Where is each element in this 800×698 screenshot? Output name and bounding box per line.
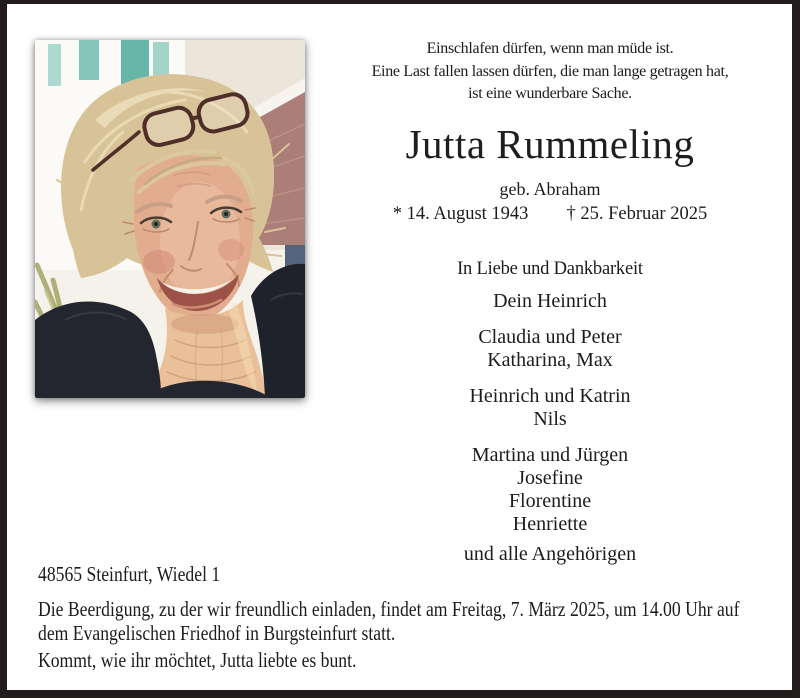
portrait-illustration	[35, 40, 305, 398]
mourner-group	[345, 385, 755, 431]
mourner-line: Dein Heinrich	[493, 290, 607, 312]
portrait-photo	[35, 40, 305, 398]
mourner-line: Martina und Jürgen	[471, 444, 629, 466]
epigraph	[345, 38, 755, 106]
life-dates	[345, 202, 755, 226]
mourner-group	[345, 444, 755, 536]
burial-line-2: dem Evangelischen Friedhof in Burgsteinfurt statt.	[38, 621, 396, 645]
closing-line: Kommt, wie ihr möchtet, Jutta liebte es bunt.	[38, 648, 357, 672]
mourner-line: Claudia und Peter	[478, 326, 622, 348]
epigraph-line: Einschlafen dürfen, wenn man müde ist.	[426, 40, 674, 57]
epigraph-line: ist eine wunderbare Sache.	[468, 85, 632, 102]
address-line: 48565 Steinfurt, Wiedel 1	[38, 562, 221, 586]
mourner-line: Nils	[533, 408, 567, 430]
birth-date: * 14. August 1943	[392, 204, 529, 224]
mourner-line: Josefine	[517, 467, 583, 489]
mourner-line: Florentine	[508, 490, 592, 512]
maiden-name: geb. Abraham	[499, 179, 601, 199]
mourner-group	[345, 326, 755, 372]
mourner-group	[345, 290, 755, 313]
mourner-line: Henriette	[512, 513, 588, 535]
mourners-list	[345, 290, 755, 579]
burial-line-1: Die Beerdigung, zu der wir freundlich einladen, findet am Freitag, 7. März 2025, um 14.00 Uhr auf	[38, 597, 740, 621]
epigraph-line: Eine Last fallen lassen dürfen, die man lange getragen hat,	[371, 62, 729, 80]
mourner-line: und alle Angehörigen	[463, 543, 637, 565]
deceased-name: Jutta Rummeling	[405, 121, 695, 167]
mourner-line: Heinrich und Katrin	[469, 385, 631, 407]
burial-info	[38, 597, 786, 645]
death-date: † 25. Februar 2025	[566, 204, 708, 224]
notice-footer	[38, 562, 786, 672]
dedication-line: In Liebe und Dankbarkeit	[457, 259, 643, 279]
mourner-line: Katharina, Max	[487, 349, 613, 371]
